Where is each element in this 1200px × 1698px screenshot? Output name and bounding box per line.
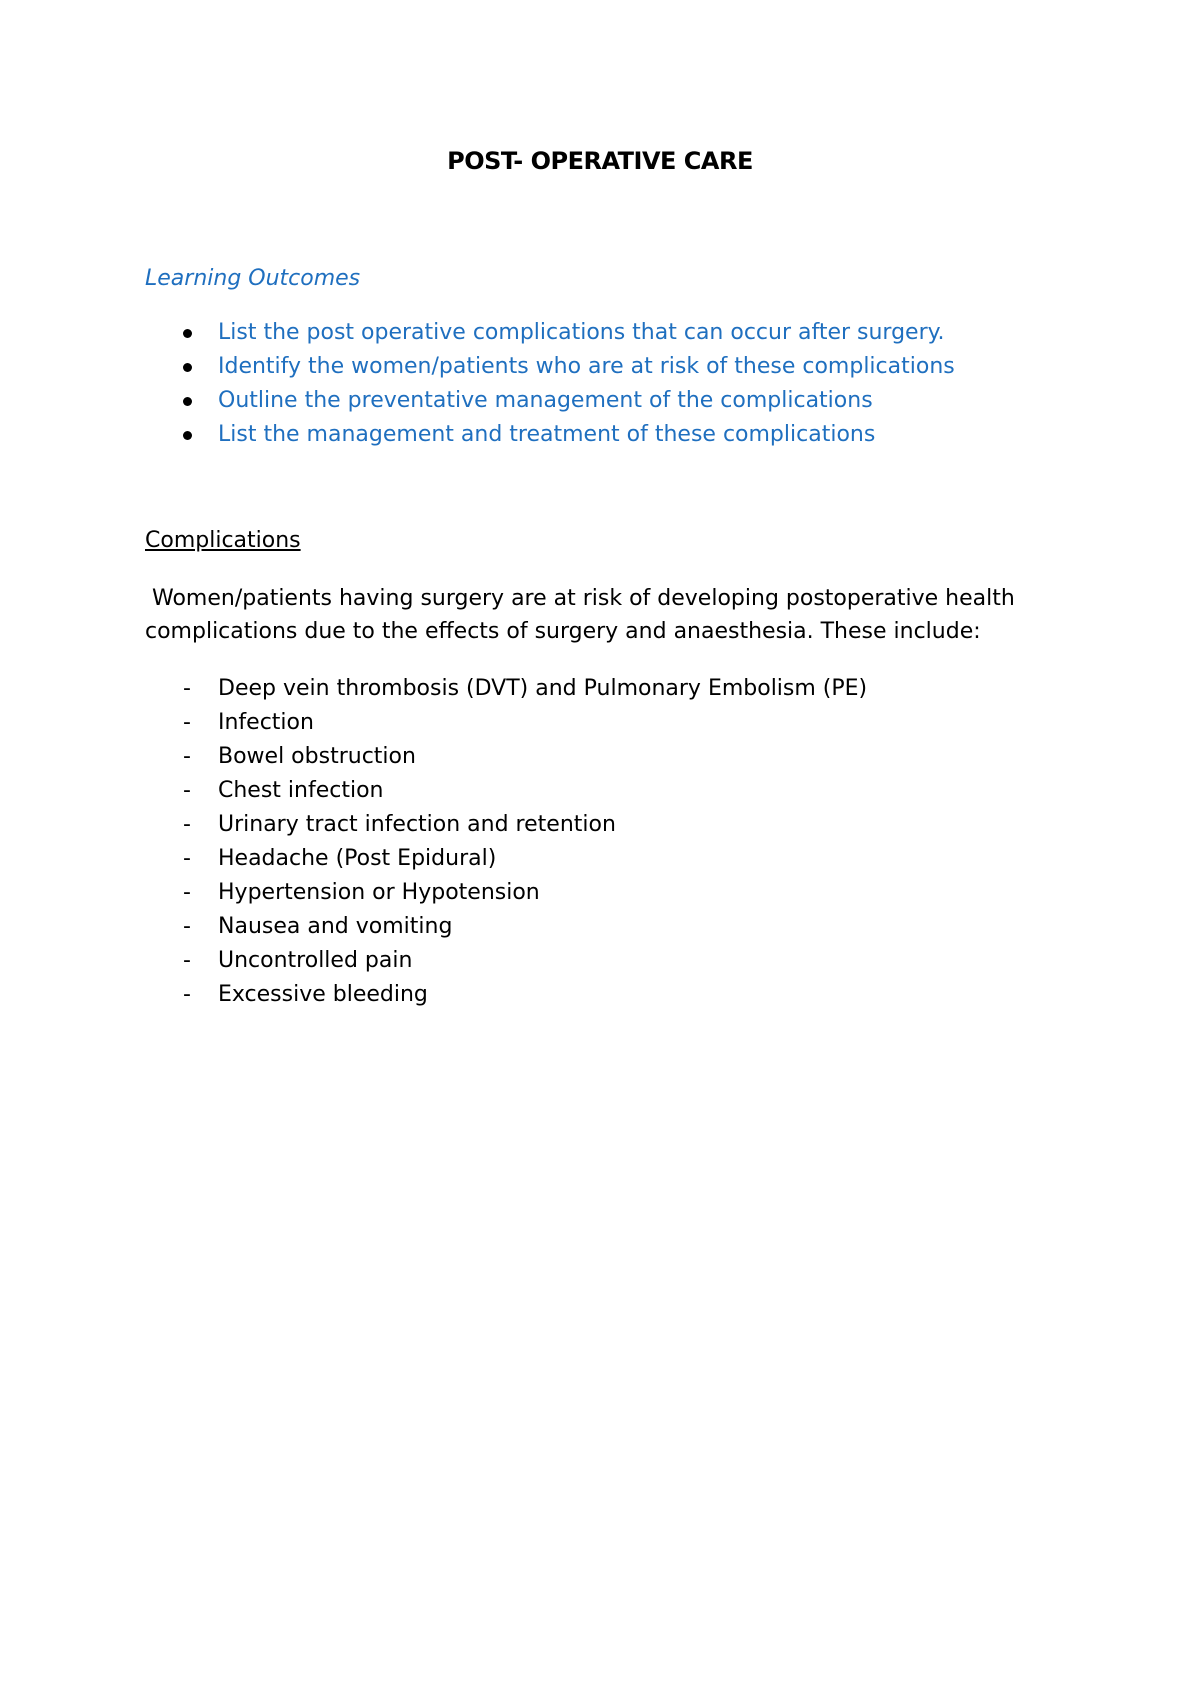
complication-text: Hypertension or Hypotension [218, 880, 540, 905]
complication-text: Deep vein thrombosis (DVT) and Pulmonary Embolism (PE) [218, 676, 868, 701]
learning-outcome-text: List the post operative complications that can occur after surgery. [218, 320, 945, 345]
dash-marker: - [183, 676, 191, 701]
learning-outcome-text: Outline the preventative management of the complications [218, 388, 873, 413]
learning-outcomes-heading: Learning Outcomes [145, 266, 361, 291]
complication-text: Urinary tract infection and retention [218, 812, 616, 837]
learning-outcome-text: Identify the women/patients who are at risk of these complications [218, 354, 955, 379]
dash-marker: - [183, 982, 191, 1007]
learning-outcome-text: List the management and treatment of these complications [218, 422, 876, 447]
complication-text: Uncontrolled pain [218, 948, 413, 973]
dash-marker: - [183, 710, 191, 735]
dash-marker: - [183, 914, 191, 939]
complication-text: Chest infection [218, 778, 384, 803]
complication-text: Bowel obstruction [218, 744, 416, 769]
bullet-icon [183, 329, 192, 338]
complications-intro-paragraph: Women/patients having surgery are at risk of developing postoperative health complications due to the effects of surgery and anaesthesia. These include: [145, 586, 1022, 644]
dash-marker: - [183, 812, 191, 837]
page-title: POST- OPERATIVE CARE [447, 147, 753, 175]
dash-marker: - [183, 744, 191, 769]
dash-marker: - [183, 778, 191, 803]
dash-marker: - [183, 880, 191, 905]
bullet-icon [183, 363, 192, 372]
complication-text: Excessive bleeding [218, 982, 428, 1007]
bullet-icon [183, 397, 192, 406]
complication-text: Infection [218, 710, 314, 735]
complications-heading: Complications [145, 528, 301, 553]
bullet-icon [183, 431, 192, 440]
complication-text: Nausea and vomiting [218, 914, 453, 939]
complication-text: Headache (Post Epidural) [218, 846, 497, 871]
dash-marker: - [183, 948, 191, 973]
dash-marker: - [183, 846, 191, 871]
